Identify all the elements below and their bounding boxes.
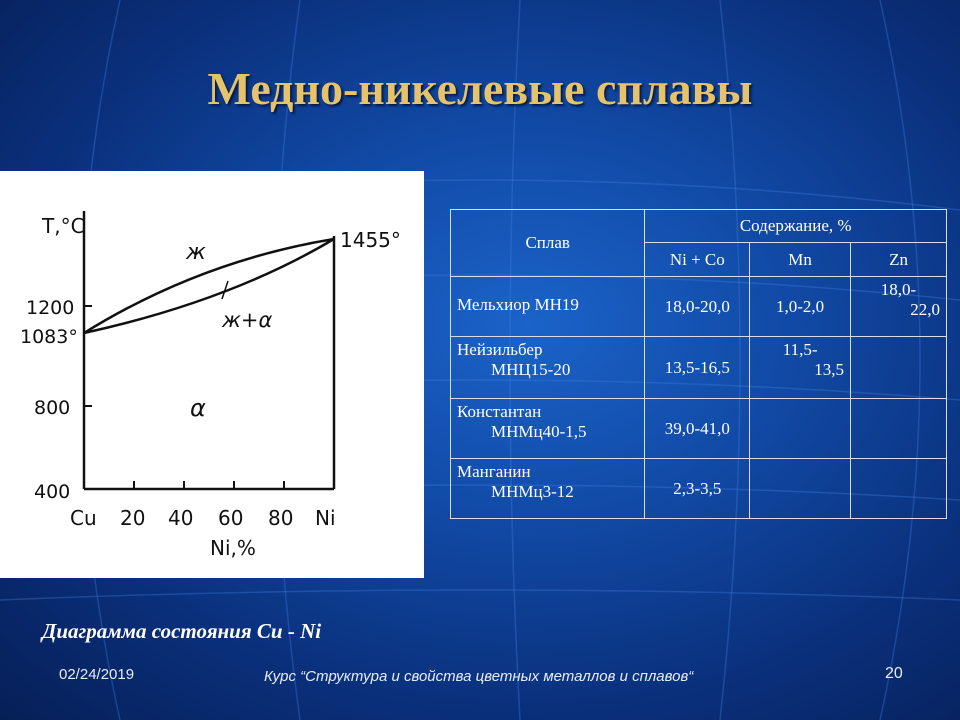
y-tick-800: 800 [34, 397, 71, 419]
solidus-curve [84, 239, 334, 333]
subheader-mn: Mn [750, 243, 851, 277]
alloy-name [451, 399, 645, 459]
mn-value: 1,0-2,0 [750, 277, 851, 337]
mn-value [750, 399, 851, 459]
table-row [451, 277, 947, 337]
liquidus-curve [84, 239, 334, 333]
alloy-composition-table [450, 209, 947, 519]
phase-diagram [0, 171, 424, 578]
alloy-name-line2: МНМц40-1,5 [491, 422, 587, 441]
ni-co-value: 2,3-3,5 [645, 459, 750, 519]
alloy-name-line1: Мельхиор МН19 [457, 295, 579, 314]
alloy-name-line1: Нейзильбер [457, 340, 543, 359]
zn-value-line2: 22,0 [910, 300, 940, 319]
mn-value [750, 459, 851, 519]
y-tick-400: 400 [34, 481, 71, 503]
table-row [451, 459, 947, 519]
region-liquid-label: ж [186, 240, 206, 265]
ni-co-value: 39,0-41,0 [645, 399, 750, 459]
x-tick-20: 20 [120, 506, 146, 530]
alloy-name-line2: МНЦ15-20 [491, 360, 571, 379]
x-axis-label: Ni,% [210, 536, 256, 560]
x-tick-60: 60 [218, 506, 244, 530]
diagram-caption: Диаграмма состояния Cu - Ni [42, 619, 322, 643]
footer-course: Курс “Структура и свойства цветных металлов и сплавов“ [264, 668, 694, 685]
alloy-name [451, 337, 645, 399]
mn-value [750, 337, 851, 399]
slide-title: Медно-никелевые сплавы [207, 63, 753, 114]
alloy-name-line2: МНМц3-12 [491, 482, 574, 501]
x-tick-80: 80 [268, 506, 294, 530]
header-content: Содержание, % [645, 210, 947, 243]
zn-value [851, 399, 947, 459]
subheader-ni-co: Ni + Co [645, 243, 750, 277]
mn-value-line1: 11,5- [782, 340, 818, 359]
table-row [451, 399, 947, 459]
x-tick-cu: Cu [70, 506, 97, 530]
ni-co-value: 18,0-20,0 [645, 277, 750, 337]
ni-co-value: 13,5-16,5 [645, 337, 750, 399]
y-tick-1200: 1200 [26, 297, 75, 319]
zn-value [851, 277, 947, 337]
melting-point-ni-label: 1455° [340, 228, 401, 252]
region-two-phase-label: ж+α [222, 308, 273, 332]
footer-date: 02/24/2019 [59, 666, 135, 683]
alloy-name [451, 277, 645, 337]
header-alloy: Сплав [451, 210, 645, 277]
zn-value [851, 459, 947, 519]
x-tick-ni: Ni [315, 506, 336, 530]
x-tick-40: 40 [168, 506, 194, 530]
zn-value [851, 337, 947, 399]
alloy-name-line1: Манганин [457, 462, 531, 481]
zn-value-line1: 18,0- [880, 280, 917, 299]
page-number: 20 [885, 665, 903, 682]
region-solid-label: α [190, 394, 206, 422]
subheader-zn: Zn [851, 243, 947, 277]
y-tick-1083: 1083° [20, 326, 78, 348]
alloy-name-line1: Константан [457, 402, 542, 421]
alloy-name [451, 459, 645, 519]
y-axis-label: T,°C [42, 214, 85, 238]
table-row [451, 337, 947, 399]
mn-value-line2: 13,5 [814, 360, 845, 379]
